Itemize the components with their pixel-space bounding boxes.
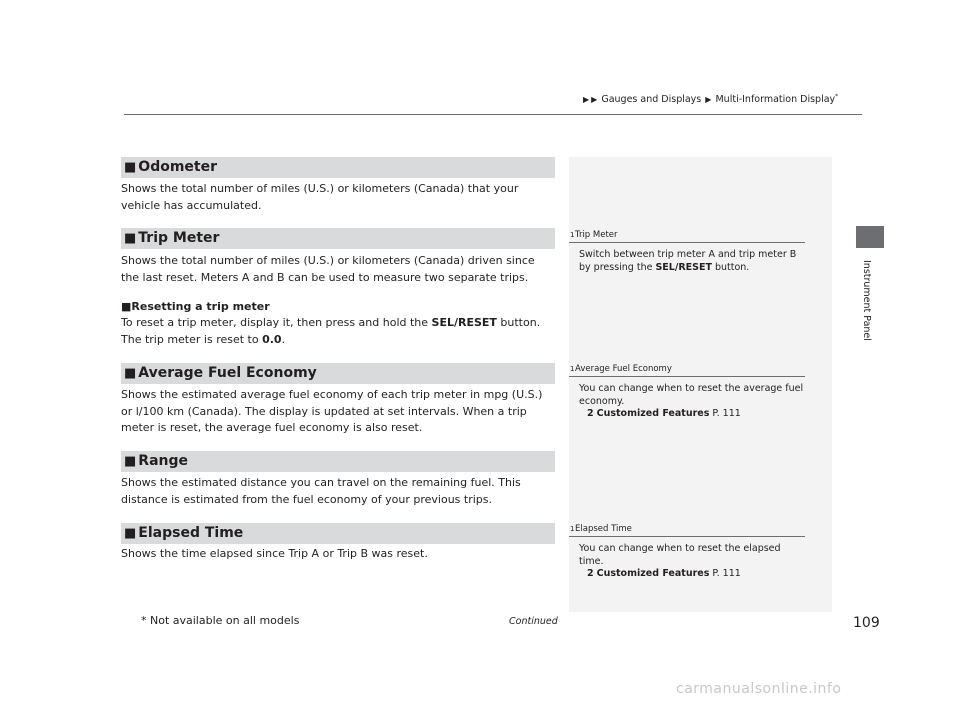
note-body: You can change when to reset the elapsed time. — [579, 543, 781, 567]
continued-label: Continued — [509, 616, 558, 627]
watermark: carmanualsonline.info — [676, 681, 842, 697]
subheading-reset-trip: ■Resetting a trip meter — [121, 300, 270, 313]
section-heading-odometer: ■ Odometer — [121, 157, 555, 178]
note-trip-meter — [569, 229, 832, 274]
breadcrumb-arrow-icon: ▶ — [705, 95, 712, 105]
range-text: Shows the estimated distance you can travel on the remaining fuel. This distance is estimated from the fuel economy of your previous trips. — [121, 476, 521, 506]
chapter-tab — [856, 226, 884, 248]
section-heading-elapsed: ■ Elapsed Time — [121, 523, 555, 544]
section-marker-icon: ■ — [124, 454, 137, 469]
note-title: Average Fuel Economy — [575, 364, 672, 374]
section-marker-icon: ■ — [124, 160, 137, 175]
reset-value: 0.0 — [262, 332, 282, 346]
sel-reset-label: SEL/RESET — [431, 316, 497, 329]
page-ref-icon: 2 — [587, 568, 594, 579]
note-title: Elapsed Time — [575, 524, 632, 534]
breadcrumb-arrow-icon: ▶ — [583, 95, 590, 105]
breadcrumb-item-gauges[interactable]: Gauges and Displays — [601, 94, 702, 106]
section-marker-icon: ■ — [124, 231, 137, 246]
footnote: * Not available on all models — [141, 614, 300, 627]
section-marker-icon: ■ — [124, 366, 137, 381]
reset-trip-text: To reset a trip meter, display it, then press and hold the SEL/RESET button. The trip meter is reset to 0.0. — [121, 316, 541, 346]
avg-fuel-text: Shows the estimated average fuel economy of each trip meter in mpg (U.S.) or l/100 km (Canada). The display is updated at set intervals. When a trip meter is reset, the average fuel economy is also reset. — [121, 388, 543, 434]
note-avg-fuel — [569, 363, 832, 419]
breadcrumb — [582, 93, 838, 105]
note-title: Trip Meter — [575, 230, 618, 240]
section-marker-icon: ■ — [121, 300, 132, 313]
elapsed-text: Shows the time elapsed since Trip A or Trip B was reset. — [121, 547, 428, 560]
asterisk-mark: * — [835, 93, 839, 100]
section-heading-trip-meter: ■ Trip Meter — [121, 228, 555, 249]
link-customized-features[interactable]: 2 Customized Features P. 111 — [587, 568, 741, 579]
chapter-label: Instrument Panel — [861, 260, 872, 341]
section-heading-avg-fuel: ■ Average Fuel Economy — [121, 363, 555, 384]
note-ref-icon: 1 — [570, 525, 575, 533]
breadcrumb-item-mid[interactable]: Multi-Information Display — [715, 94, 836, 106]
link-customized-features[interactable]: 2 Customized Features P. 111 — [587, 408, 741, 419]
note-ref-icon: 1 — [570, 231, 575, 239]
trip-meter-text: Shows the total number of miles (U.S.) or kilometers (Canada) driven since the last reset. Meters A and B can be used to measure two separate trips. — [121, 254, 535, 284]
note-body: Switch between trip meter A and trip meter B by pressing the SEL/RESET button. — [579, 249, 797, 273]
section-heading-range: ■ Range — [121, 451, 555, 472]
section-marker-icon: ■ — [124, 526, 137, 541]
breadcrumb-arrow-icon: ▶ — [591, 95, 598, 105]
note-ref-icon: 1 — [570, 365, 575, 373]
odometer-text: Shows the total number of miles (U.S.) or kilometers (Canada) that your vehicle has accumulated. — [121, 182, 519, 212]
header-rule — [124, 114, 862, 115]
page-ref-icon: 2 — [587, 408, 594, 419]
note-body: You can change when to reset the average fuel economy. — [579, 383, 804, 407]
note-elapsed-time — [569, 523, 832, 579]
page-number: 109 — [853, 615, 880, 631]
